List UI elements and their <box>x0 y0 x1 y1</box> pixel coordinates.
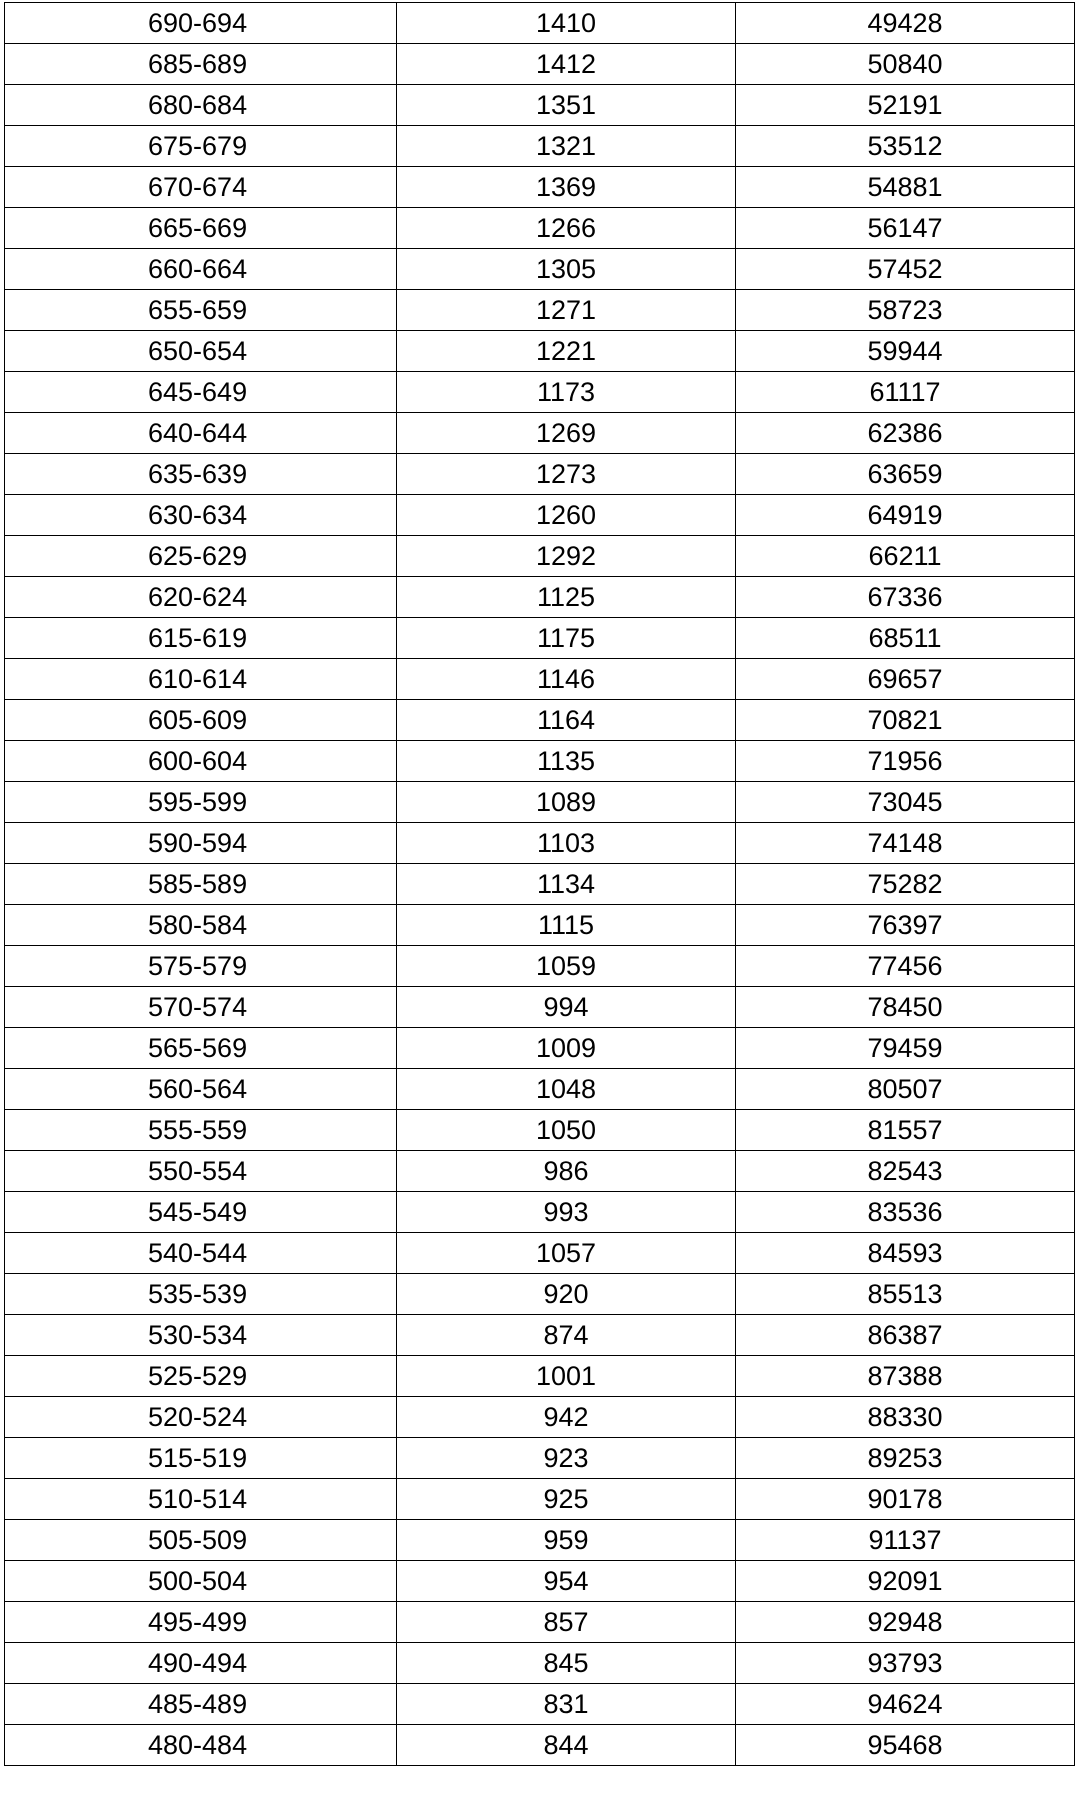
table-row <box>5 536 1075 577</box>
table-row <box>5 1151 1075 1192</box>
score-range-cell: 565-569 <box>5 1028 397 1069</box>
score-range-cell: 620-624 <box>5 577 397 618</box>
count-cell: 1173 <box>397 372 736 413</box>
score-range-cell: 590-594 <box>5 823 397 864</box>
count-cell: 1410 <box>397 3 736 44</box>
cumulative-count-cell: 49428 <box>736 3 1075 44</box>
table-row <box>5 1356 1075 1397</box>
score-range-cell: 655-659 <box>5 290 397 331</box>
score-range-cell: 680-684 <box>5 85 397 126</box>
count-cell: 1221 <box>397 331 736 372</box>
score-range-cell: 580-584 <box>5 905 397 946</box>
cumulative-count-cell: 73045 <box>736 782 1075 823</box>
cumulative-count-cell: 82543 <box>736 1151 1075 1192</box>
table-row <box>5 495 1075 536</box>
score-range-cell: 505-509 <box>5 1520 397 1561</box>
count-cell: 1050 <box>397 1110 736 1151</box>
score-range-cell: 635-639 <box>5 454 397 495</box>
count-cell: 1059 <box>397 946 736 987</box>
count-cell: 845 <box>397 1643 736 1684</box>
count-cell: 1115 <box>397 905 736 946</box>
table-row <box>5 249 1075 290</box>
cumulative-count-cell: 93793 <box>736 1643 1075 1684</box>
count-cell: 986 <box>397 1151 736 1192</box>
cumulative-count-cell: 58723 <box>736 290 1075 331</box>
count-cell: 1103 <box>397 823 736 864</box>
score-range-cell: 670-674 <box>5 167 397 208</box>
table-row <box>5 3 1075 44</box>
table-row <box>5 1192 1075 1233</box>
cumulative-count-cell: 68511 <box>736 618 1075 659</box>
table-row <box>5 1725 1075 1766</box>
cumulative-count-cell: 94624 <box>736 1684 1075 1725</box>
count-cell: 1292 <box>397 536 736 577</box>
score-range-cell: 630-634 <box>5 495 397 536</box>
score-range-cell: 480-484 <box>5 1725 397 1766</box>
count-cell: 1273 <box>397 454 736 495</box>
cumulative-count-cell: 54881 <box>736 167 1075 208</box>
score-range-cell: 525-529 <box>5 1356 397 1397</box>
count-cell: 1134 <box>397 864 736 905</box>
count-cell: 1048 <box>397 1069 736 1110</box>
table-row <box>5 1233 1075 1274</box>
score-range-cell: 615-619 <box>5 618 397 659</box>
cumulative-count-cell: 89253 <box>736 1438 1075 1479</box>
table-row <box>5 741 1075 782</box>
count-cell: 1089 <box>397 782 736 823</box>
count-cell: 994 <box>397 987 736 1028</box>
count-cell: 959 <box>397 1520 736 1561</box>
score-range-cell: 665-669 <box>5 208 397 249</box>
cumulative-count-cell: 85513 <box>736 1274 1075 1315</box>
score-range-cell: 570-574 <box>5 987 397 1028</box>
count-cell: 920 <box>397 1274 736 1315</box>
table-row <box>5 1520 1075 1561</box>
table-row <box>5 1438 1075 1479</box>
cumulative-count-cell: 53512 <box>736 126 1075 167</box>
cumulative-count-cell: 84593 <box>736 1233 1075 1274</box>
table-row <box>5 700 1075 741</box>
cumulative-count-cell: 81557 <box>736 1110 1075 1151</box>
count-cell: 1175 <box>397 618 736 659</box>
cumulative-count-cell: 87388 <box>736 1356 1075 1397</box>
cumulative-count-cell: 56147 <box>736 208 1075 249</box>
score-distribution-sheet <box>4 2 1074 1766</box>
cumulative-count-cell: 50840 <box>736 44 1075 85</box>
score-range-cell: 645-649 <box>5 372 397 413</box>
table-row <box>5 208 1075 249</box>
count-cell: 874 <box>397 1315 736 1356</box>
count-cell: 1260 <box>397 495 736 536</box>
cumulative-count-cell: 69657 <box>736 659 1075 700</box>
count-cell: 844 <box>397 1725 736 1766</box>
table-body <box>5 3 1075 1766</box>
count-cell: 1269 <box>397 413 736 454</box>
count-cell: 993 <box>397 1192 736 1233</box>
cumulative-count-cell: 67336 <box>736 577 1075 618</box>
cumulative-count-cell: 79459 <box>736 1028 1075 1069</box>
cumulative-count-cell: 90178 <box>736 1479 1075 1520</box>
count-cell: 1321 <box>397 126 736 167</box>
score-range-cell: 555-559 <box>5 1110 397 1151</box>
table-row <box>5 44 1075 85</box>
score-range-cell: 610-614 <box>5 659 397 700</box>
score-range-cell: 595-599 <box>5 782 397 823</box>
score-range-cell: 560-564 <box>5 1069 397 1110</box>
count-cell: 1351 <box>397 85 736 126</box>
count-cell: 831 <box>397 1684 736 1725</box>
table-row <box>5 577 1075 618</box>
count-cell: 1369 <box>397 167 736 208</box>
score-range-cell: 515-519 <box>5 1438 397 1479</box>
table-row <box>5 618 1075 659</box>
cumulative-count-cell: 71956 <box>736 741 1075 782</box>
cumulative-count-cell: 59944 <box>736 331 1075 372</box>
score-range-cell: 510-514 <box>5 1479 397 1520</box>
table-row <box>5 167 1075 208</box>
count-cell: 1305 <box>397 249 736 290</box>
table-row <box>5 290 1075 331</box>
cumulative-count-cell: 76397 <box>736 905 1075 946</box>
cumulative-count-cell: 63659 <box>736 454 1075 495</box>
score-range-cell: 585-589 <box>5 864 397 905</box>
score-range-cell: 550-554 <box>5 1151 397 1192</box>
cumulative-count-cell: 78450 <box>736 987 1075 1028</box>
cumulative-count-cell: 80507 <box>736 1069 1075 1110</box>
table-row <box>5 1643 1075 1684</box>
score-range-cell: 540-544 <box>5 1233 397 1274</box>
cumulative-count-cell: 66211 <box>736 536 1075 577</box>
count-cell: 1125 <box>397 577 736 618</box>
table-row <box>5 1397 1075 1438</box>
score-range-cell: 605-609 <box>5 700 397 741</box>
table-row <box>5 659 1075 700</box>
cumulative-count-cell: 64919 <box>736 495 1075 536</box>
table-row <box>5 1561 1075 1602</box>
count-cell: 942 <box>397 1397 736 1438</box>
table-row <box>5 946 1075 987</box>
score-range-cell: 660-664 <box>5 249 397 290</box>
count-cell: 1009 <box>397 1028 736 1069</box>
cumulative-count-cell: 92091 <box>736 1561 1075 1602</box>
score-range-cell: 490-494 <box>5 1643 397 1684</box>
count-cell: 1271 <box>397 290 736 331</box>
cumulative-count-cell: 95468 <box>736 1725 1075 1766</box>
table-row <box>5 85 1075 126</box>
score-range-cell: 640-644 <box>5 413 397 454</box>
cumulative-count-cell: 74148 <box>736 823 1075 864</box>
cumulative-count-cell: 62386 <box>736 413 1075 454</box>
score-range-cell: 625-629 <box>5 536 397 577</box>
count-cell: 954 <box>397 1561 736 1602</box>
score-range-cell: 600-604 <box>5 741 397 782</box>
score-distribution-table <box>4 2 1075 1766</box>
table-row <box>5 126 1075 167</box>
table-row <box>5 372 1075 413</box>
count-cell: 1146 <box>397 659 736 700</box>
score-range-cell: 675-679 <box>5 126 397 167</box>
count-cell: 1057 <box>397 1233 736 1274</box>
table-row <box>5 1479 1075 1520</box>
score-range-cell: 485-489 <box>5 1684 397 1725</box>
table-row <box>5 864 1075 905</box>
count-cell: 1412 <box>397 44 736 85</box>
table-row <box>5 1028 1075 1069</box>
cumulative-count-cell: 88330 <box>736 1397 1075 1438</box>
table-row <box>5 1110 1075 1151</box>
table-row <box>5 782 1075 823</box>
score-range-cell: 545-549 <box>5 1192 397 1233</box>
table-row <box>5 1069 1075 1110</box>
table-row <box>5 413 1075 454</box>
score-range-cell: 650-654 <box>5 331 397 372</box>
table-row <box>5 823 1075 864</box>
count-cell: 925 <box>397 1479 736 1520</box>
score-range-cell: 535-539 <box>5 1274 397 1315</box>
count-cell: 857 <box>397 1602 736 1643</box>
table-row <box>5 905 1075 946</box>
cumulative-count-cell: 75282 <box>736 864 1075 905</box>
table-row <box>5 1602 1075 1643</box>
count-cell: 923 <box>397 1438 736 1479</box>
score-range-cell: 575-579 <box>5 946 397 987</box>
score-range-cell: 495-499 <box>5 1602 397 1643</box>
table-row <box>5 1684 1075 1725</box>
cumulative-count-cell: 70821 <box>736 700 1075 741</box>
score-range-cell: 685-689 <box>5 44 397 85</box>
cumulative-count-cell: 52191 <box>736 85 1075 126</box>
score-range-cell: 500-504 <box>5 1561 397 1602</box>
table-row <box>5 331 1075 372</box>
count-cell: 1164 <box>397 700 736 741</box>
score-range-cell: 520-524 <box>5 1397 397 1438</box>
cumulative-count-cell: 86387 <box>736 1315 1075 1356</box>
score-range-cell: 530-534 <box>5 1315 397 1356</box>
count-cell: 1266 <box>397 208 736 249</box>
table-row <box>5 987 1075 1028</box>
count-cell: 1135 <box>397 741 736 782</box>
cumulative-count-cell: 92948 <box>736 1602 1075 1643</box>
cumulative-count-cell: 57452 <box>736 249 1075 290</box>
cumulative-count-cell: 61117 <box>736 372 1075 413</box>
cumulative-count-cell: 91137 <box>736 1520 1075 1561</box>
cumulative-count-cell: 83536 <box>736 1192 1075 1233</box>
count-cell: 1001 <box>397 1356 736 1397</box>
table-row <box>5 454 1075 495</box>
score-range-cell: 690-694 <box>5 3 397 44</box>
table-row <box>5 1315 1075 1356</box>
table-row <box>5 1274 1075 1315</box>
cumulative-count-cell: 77456 <box>736 946 1075 987</box>
